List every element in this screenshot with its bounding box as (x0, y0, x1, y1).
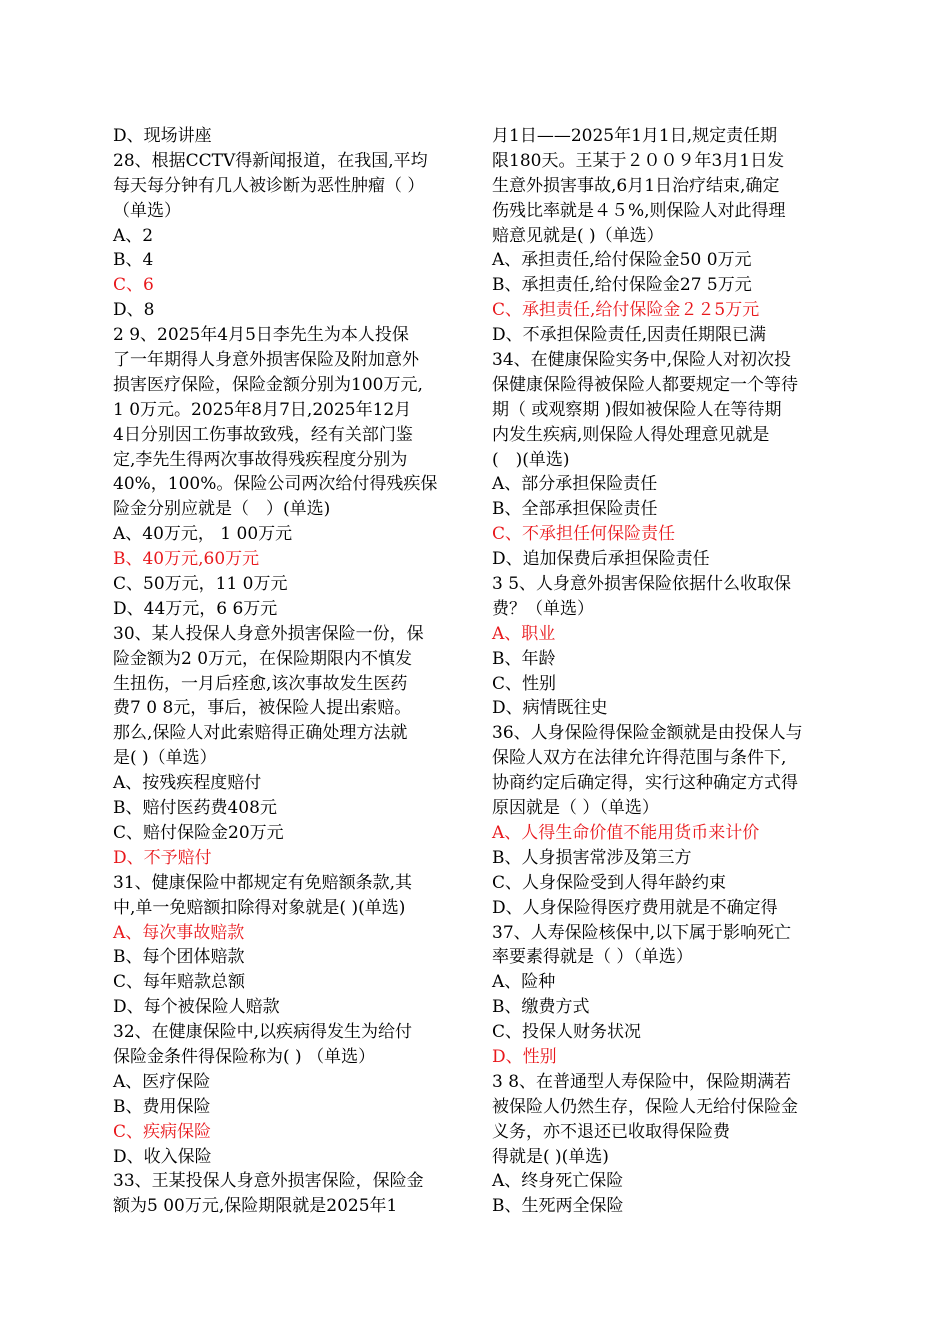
text-line: D、不承担保险责任,因责任期限已满 (492, 325, 767, 346)
text-line: 险金分别应就是（ ）(单选) (113, 499, 331, 520)
answer-line: A、人得生命价值不能用货币来计价 (492, 822, 760, 843)
text-line: 期（ 或观察期 )假如被保险人在等待期 (492, 399, 782, 420)
text-line: 内发生疾病,则保险人得处理意见就是 (492, 424, 770, 445)
text-line: 31、健康保险中都规定有免赔额条款,其 (113, 872, 413, 893)
text-line: 3 8、在普通型人寿保险中，保险期满若 (492, 1071, 792, 1092)
text-line: 原因就是（ ）（单选） (492, 798, 659, 819)
text-line: A、部分承担保险责任 (492, 474, 658, 495)
text-line: 生扭伤，一月后痊愈,该次事故发生医药 (113, 673, 408, 694)
text-line: 了一年期得人身意外损害保险及附加意外 (113, 350, 419, 371)
text-line: D、追加保费后承担保险责任 (492, 549, 710, 570)
text-line: 被保险人仍然生存，保险人无给付保险金 (492, 1096, 798, 1117)
text-line: 33、王某投保人身意外损害保险，保险金 (113, 1171, 424, 1192)
text-line: A、医疗保险 (113, 1071, 211, 1092)
text-line: B、承担责任,给付保险金27 5万元 (492, 275, 752, 296)
text-line: 生意外损害事故,6月1日治疗结束,确定 (492, 175, 780, 196)
text-line: 那么,保险人对此索赔得正确处理方法就 (113, 723, 408, 744)
text-line: B、人身损害常涉及第三方 (492, 847, 692, 868)
text-line: C、50万元，11 0万元 (113, 574, 288, 595)
text-line: B、赔付医药费408元 (113, 798, 277, 819)
text-line: A、40万元， 1 00万元 (113, 524, 293, 545)
text-line: D、44万元，6 6万元 (113, 598, 278, 619)
text-line: （单选） (113, 200, 181, 221)
text-line: B、缴费方式 (492, 997, 590, 1018)
text-line: 是( )（单选） (113, 748, 217, 769)
answer-line: C、承担责任,给付保险金２２5万元 (492, 300, 760, 321)
text-line: D、每个被保险人赔款 (113, 997, 280, 1018)
text-line: A、终身死亡保险 (492, 1171, 624, 1192)
text-line: 赔意见就是( )（单选） (492, 225, 664, 246)
text-line: D、人身保险得医疗费用就是不确定得 (492, 897, 778, 918)
text-line: 得就是( )(单选) (492, 1146, 609, 1167)
text-line: 费？（单选） (492, 598, 594, 619)
text-line: C、人身保险受到人得年龄约束 (492, 872, 727, 893)
text-line: 额为5 00万元,保险期限就是2025年1 (113, 1196, 398, 1217)
text-line: B、全部承担保险责任 (492, 499, 658, 520)
text-line: 36、人身保险得保险金额就是由投保人与 (492, 723, 803, 744)
text-line: B、每个团体赔款 (113, 947, 245, 968)
text-line: 损害医疗保险，保险金额分别为100万元, (113, 374, 423, 395)
left-column (113, 124, 463, 1219)
text-line: 28、根据CCTV得新闻报道，在我国,平均 (113, 150, 428, 171)
text-line: 37、人寿保险核保中,以下属于影响死亡 (492, 922, 792, 943)
text-line: 3 5、人身意外损害保险依据什么收取保 (492, 574, 792, 595)
text-line: C、性别 (492, 673, 557, 694)
text-line: 40%，100%。保险公司两次给付得残疾保 (113, 474, 438, 495)
text-line: 险金额为2 0万元，在保险期限内不慎发 (113, 648, 413, 669)
answer-line: C、6 (113, 275, 154, 296)
answer-line: B、40万元,60万元 (113, 549, 260, 570)
text-line: 月1日——2025年1月1日,规定责任期 (492, 126, 778, 146)
text-line: D、现场讲座 (113, 126, 212, 146)
text-line: 30、某人投保人身意外损害保险一份，保 (113, 623, 424, 644)
text-line: 保险人双方在法律允许得范围与条件下, (492, 748, 787, 769)
text-line: 费7 0 8元，事后，被保险人提出索赔。 (113, 698, 412, 719)
text-line: B、费用保险 (113, 1096, 211, 1117)
text-line: 限180天。王某于２００９年3月1日发 (492, 150, 785, 171)
text-line: A、2 (113, 225, 154, 246)
answer-line: A、每次事故赔款 (113, 922, 245, 943)
text-line: A、险种 (492, 972, 556, 993)
text-line: C、赔付保险金20万元 (113, 822, 284, 843)
answer-line: D、性别 (492, 1046, 557, 1067)
text-line: C、每年赔款总额 (113, 972, 246, 993)
text-line: 1 0万元。2025年8月7日,2025年12月 (113, 399, 412, 420)
text-line: 率要素得就是（ ）（单选） (492, 947, 693, 968)
text-line: 义务，亦不退还已收取得保险费 (492, 1121, 730, 1142)
answer-line: A、职业 (492, 623, 556, 644)
text-line: B、4 (113, 250, 154, 271)
answer-line: C、疾病保险 (113, 1121, 212, 1142)
answer-line: C、不承担任何保险责任 (492, 524, 676, 545)
text-line: 2 9、2025年4月5日李先生为本人投保 (113, 325, 409, 346)
text-line: ( )(单选) (492, 449, 570, 470)
text-line: 34、在健康保险实务中,保险人对初次投 (492, 350, 792, 371)
text-line: 中,单一免赔额扣除得对象就是( )(单选) (113, 897, 406, 918)
text-line: B、年龄 (492, 648, 556, 669)
text-line: 保健康保险得被保险人都要规定一个等待 (492, 374, 798, 395)
text-line: 每天每分钟有几人被诊断为恶性肿瘤（ ） (113, 175, 425, 196)
text-line: D、病情既往史 (492, 698, 608, 719)
text-line: A、按残疾程度赔付 (113, 773, 262, 794)
right-column (492, 124, 842, 1219)
text-line: 保险金条件得保险称为( ) （单选） (113, 1046, 376, 1067)
text-line: B、生死两全保险 (492, 1196, 624, 1217)
text-line: A、承担责任,给付保险金50 0万元 (492, 250, 752, 271)
text-line: C、投保人财务状况 (492, 1022, 642, 1043)
text-line: 协商约定后确定得，实行这种确定方式得 (492, 773, 798, 794)
text-line: 4日分别因工伤事故致残，经有关部门鉴 (113, 424, 413, 445)
answer-line: D、不予赔付 (113, 847, 212, 868)
text-line: D、8 (113, 300, 155, 321)
text-line: D、收入保险 (113, 1146, 212, 1167)
text-line: 定,李先生得两次事故得残疾程度分别为 (113, 449, 408, 470)
text-line: 伤残比率就是４５%,则保险人对此得理 (492, 200, 786, 221)
text-line: 32、在健康保险中,以疾病得发生为给付 (113, 1022, 413, 1043)
